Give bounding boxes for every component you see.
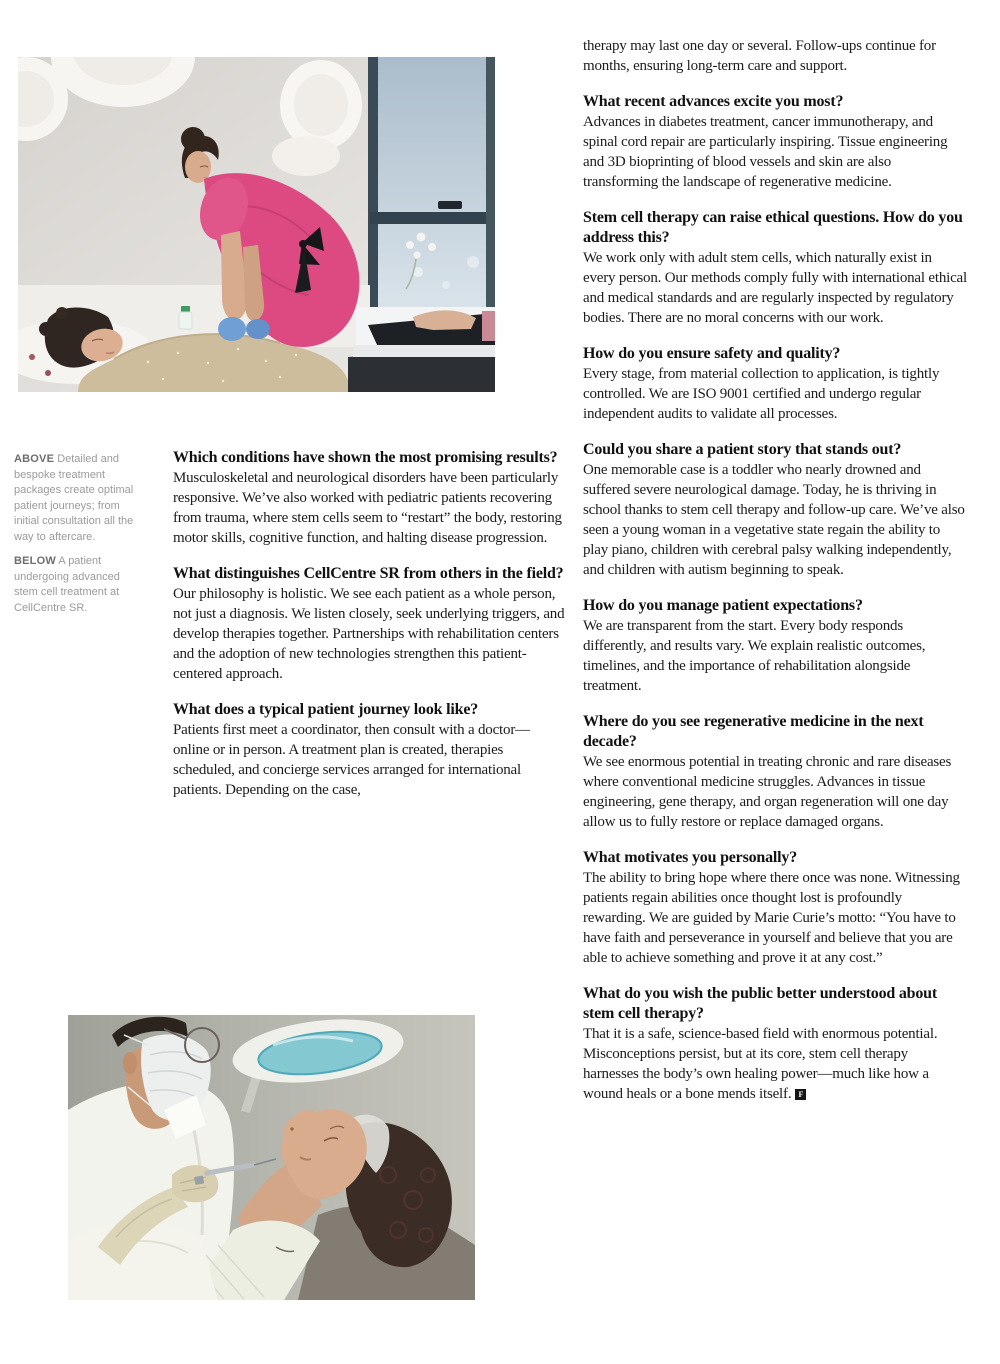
question-heading: Could you share a patient story that stands out?: [583, 441, 902, 458]
caption-below-label: BELOW: [14, 555, 56, 567]
question-heading: How do you manage patient expectations?: [583, 597, 863, 614]
question-heading: How do you ensure safety and quality?: [583, 345, 841, 362]
treatment-room-illustration: [18, 57, 495, 392]
question-heading: Stem cell therapy can raise ethical questions. How do you address this?: [583, 209, 963, 246]
answer-paragraph: Musculoskeletal and neurological disorders have been particularly responsive. We’ve also worked with pediatric patients recovering from trauma, where stem cells seem to “restart” the body, restoring motor skills, cognitive function, and halting disease progression.: [173, 470, 562, 546]
answer-paragraph: Our philosophy is holistic. We see each patient as a whole person, not just a diagnosis. We listen closely, seek underlying triggers, and develop therapies together. Partnerships with rehabilitation centers and the adoption of new technologies strengthen this patient-centered approach.: [173, 586, 565, 682]
caption-above-label: ABOVE: [14, 453, 55, 465]
answer-paragraph: One memorable case is a toddler who nearly drowned and suffered severe neurological damage. Today, he is thriving in school thanks to stem cell therapy and follow-up care. We’ve also seen a young woman in a vegetative state regain the ability to play piano, children with cerebral palsy walking independently, and children with autism beginning to speak.: [583, 462, 965, 578]
caption-below: [14, 554, 144, 616]
interview-column-middle: [173, 448, 565, 800]
photo-stem-cell-injection: [68, 1015, 475, 1300]
caption-above-text: Detailed and bespoke treatment packages create optimal patient journeys; from initial consultation all the way to aftercare.: [14, 453, 134, 543]
photo-stem-cell-treatment-room: [18, 57, 495, 392]
question-heading: What does a typical patient journey look like?: [173, 701, 479, 718]
answer-text: That it is a safe, science-based field with enormous potential. Misconceptions persist, but at its core, stem cell therapy harnesses the body’s own healing power—much like how a wound heals or a bone mends itself.: [583, 1026, 938, 1102]
question-heading: What do you wish the public better understood about stem cell therapy?: [583, 985, 938, 1022]
answer-paragraph: [583, 1024, 967, 1104]
answer-paragraph: We are transparent from the start. Every body responds differently, and results vary. We explain realistic outcomes, timelines, and the importance of rehabilitation alongside treatment.: [583, 618, 926, 694]
answer-paragraph: We see enormous potential in treating chronic and rare diseases where conventional medicine struggles. Advances in tissue engineering, gene therapy, and organ regeneration will one day allow us to fully restore or replace damaged organs.: [583, 754, 952, 830]
caption-below-text: A patient undergoing advanced stem cell treatment at CellCentre SR.: [14, 555, 120, 614]
caption-above: [14, 452, 144, 545]
question-heading: What recent advances excite you most?: [583, 93, 844, 110]
answer-paragraph: Advances in diabetes treatment, cancer immunotherapy, and spinal cord repair are particularly inspiring. Tissue engineering and 3D bioprinting of blood vessels and skin are also transforming the landscape of regenerative medicine.: [583, 114, 948, 190]
answer-paragraph: Patients first meet a coordinator, then consult with a doctor—online or in person. A treatment plan is created, therapies scheduled, and concierge services arranged for international patients. Depending on the case,: [173, 722, 530, 798]
background-patient: [356, 307, 495, 349]
photo-captions: [14, 452, 144, 625]
question-heading: What motivates you personally?: [583, 849, 798, 866]
window: [368, 57, 495, 309]
interview-column-right: [583, 36, 967, 1104]
question-heading: What distinguishes CellCentre SR from others in the field?: [173, 565, 564, 582]
answer-paragraph: We work only with adult stem cells, which naturally exist in every person. Our methods comply fully with international ethical and medical standards and are regularly inspected by regulatory bodies. There are no moral concerns with our work.: [583, 250, 967, 326]
injection-procedure-illustration: [68, 1015, 475, 1300]
continuation-paragraph: therapy may last one day or several. Follow-ups continue for months, ensuring long-term care and support.: [583, 38, 936, 74]
answer-paragraph: The ability to bring hope where there once was none. Witnessing patients regain abilities once thought lost is profoundly rewarding. We are guided by Marie Curie’s motto: “You have to have faith and perseverance in yourself and believe that you are able to achieve something and prove it at any cost.”: [583, 870, 960, 966]
question-heading: Where do you see regenerative medicine in the next decade?: [583, 713, 924, 750]
answer-paragraph: Every stage, from material collection to application, is tightly controlled. We are ISO 9001 certified and undergo regular independent audits to validate all processes.: [583, 366, 940, 422]
question-heading: Which conditions have shown the most promising results?: [173, 449, 558, 466]
end-of-article-mark-icon: F: [795, 1089, 806, 1100]
